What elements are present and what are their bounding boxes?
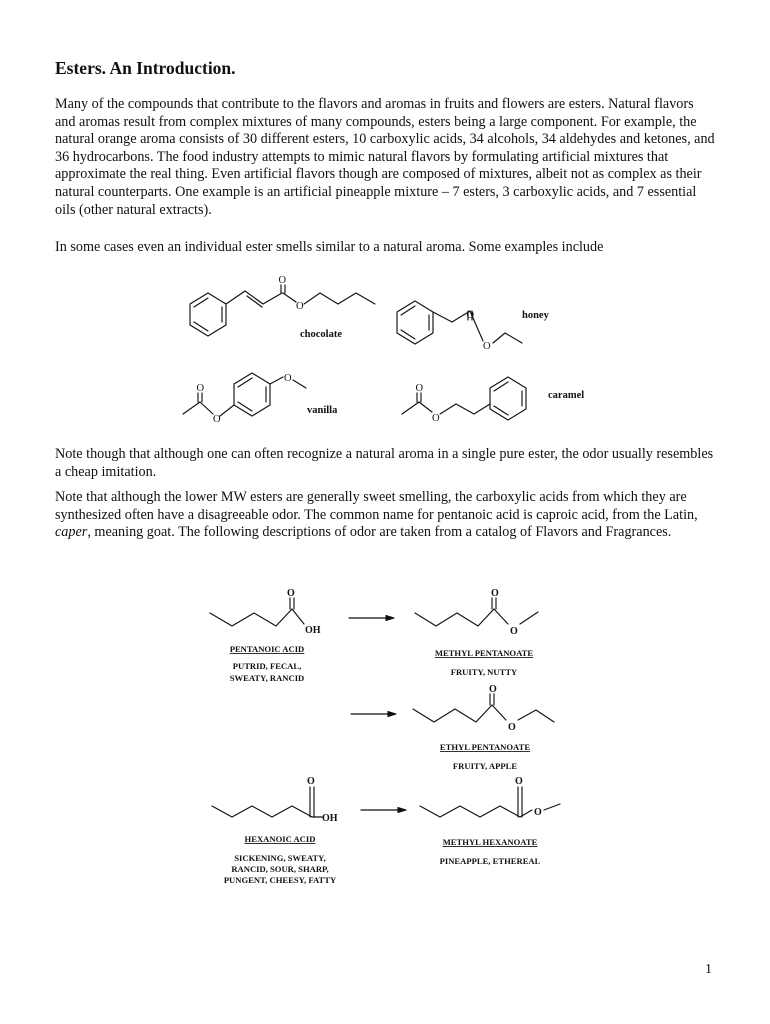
caramel-ester-oxygen-label: O [432,413,440,424]
imitation-note-paragraph: Note though that although one can often recognize a natural aroma in a single pure ester, the odor usually resembles a cheap imitation. [55,446,714,480]
compound-name-methyl-pentanoate: METHYL PENTANOATE [434,648,534,658]
pentanoic-hydroxyl-label: OH [305,625,321,636]
odor-hexanoic-acid-line-2: RANCID, SOUR, SHARP, [231,864,329,874]
chocolate-ester-structure [190,275,375,340]
caramel-ester-structure [402,377,584,424]
odor-pentanoic-acid-line-1: PUTRID, FECAL, [232,661,302,671]
page-title: Esters. An Introduction. [55,58,236,78]
honey-carbonyl-oxygen-label: O [466,310,475,321]
vanilla-ester-oxygen-label: O [213,414,221,425]
methyl-pentanoate-carbonyl-oxygen-label: O [491,588,499,599]
aroma-label-caramel: caramel [548,390,585,401]
acids-note-text-2: , meaning goat. The following descriptions of odor are taken from a catalog of Flavors and Fragrances. [87,524,672,541]
reaction-arrow-1 [349,616,394,621]
methyl-hexanoate-ester-oxygen-label: O [534,807,542,818]
examples-intro-paragraph: In some cases even an individual ester smells similar to a natural aroma. Some examples include [55,239,604,255]
odor-pentanoic-acid-line-2: SWEATY, RANCID [229,673,305,683]
ethyl-pentanoate-carbonyl-oxygen-label: O [489,684,497,695]
page-number: 1 [705,962,712,977]
chocolate-carbonyl-oxygen-label: O [278,275,287,286]
pentanoic-carbonyl-oxygen-label: O [287,588,295,599]
odor-hexanoic-acid-line-3: PUNGENT, CHEESY, FATTY [223,875,337,885]
acids-note-text-1: Note that although the lower MW esters are generally sweet smelling, the carboxylic acids from which they are synthesized often have a disagreeable odor. The common name for pentanoic acid is caproic acid, from the Latin, [55,489,698,523]
honey-ester-structure [397,301,550,352]
hexanoic-hydroxyl-label: OH [322,813,338,824]
odor-methyl-pentanoate-line-1: FRUITY, NUTTY [450,667,518,677]
hexanoic-carbonyl-oxygen-label: O [307,776,315,787]
odor-hexanoic-acid-line-1: SICKENING, SWEATY, [234,853,326,863]
vanilla-ester-structure [183,373,338,425]
pentanoic-acid-structure [210,588,321,683]
chocolate-ester-oxygen-label: O [296,301,304,312]
vanilla-methoxy-oxygen-label: O [284,373,292,384]
methyl-hexanoate-carbonyl-oxygen-label: O [515,776,523,787]
hexanoic-acid-structure [212,776,338,885]
compound-name-ethyl-pentanoate: ETHYL PENTANOATE [439,742,531,752]
odor-ethyl-pentanoate-line-1: FRUITY, APPLE [452,761,518,771]
reaction-arrow-2 [351,712,396,717]
ethyl-pentanoate-structure [413,684,554,771]
compound-name-methyl-hexanoate: METHYL HEXANOATE [442,837,538,847]
caramel-carbonyl-oxygen-label: O [415,383,424,394]
aroma-label-chocolate: chocolate [300,329,342,340]
compound-name-hexanoic-acid: HEXANOIC ACID [244,834,316,844]
honey-ester-oxygen-label: O [483,341,491,352]
compound-name-pentanoic-acid: PENTANOIC ACID [229,644,305,654]
intro-paragraph: Many of the compounds that contribute to the flavors and aromas in fruits and flowers are esters. Natural flavors and aromas result from complex mixtures of many compounds, esters being a large component. For example, the natural orange aroma consists of 30 different esters, 10 carboxylic acids, 34 alcohols, 34 aldehydes and ketones, and 36 hydrocarbons. The food industry attempts to mimic natural flavors by formulating artificial mixtures that approximate the real thing. Even artificial flavors though are composed of mixtures, albeit not as complex as their natural counterparts. One example is an artificial pineapple mixture – 7 esters, 3 carboxylic acids, and 7 essential oils (other natural extracts). [55,96,715,218]
vanilla-carbonyl-oxygen-label: O [196,383,205,394]
aroma-label-honey: honey [522,310,549,321]
aroma-label-vanilla: vanilla [307,405,338,416]
methyl-pentanoate-ester-oxygen-label: O [510,626,518,637]
ethyl-pentanoate-ester-oxygen-label: O [508,722,516,733]
reaction-arrow-3 [361,808,406,813]
methyl-pentanoate-structure [415,588,538,677]
methyl-hexanoate-structure [420,776,560,866]
acids-note-italic-word: caper [55,524,88,541]
odor-methyl-hexanoate-line-1: PINEAPPLE, ETHEREAL [439,856,541,866]
